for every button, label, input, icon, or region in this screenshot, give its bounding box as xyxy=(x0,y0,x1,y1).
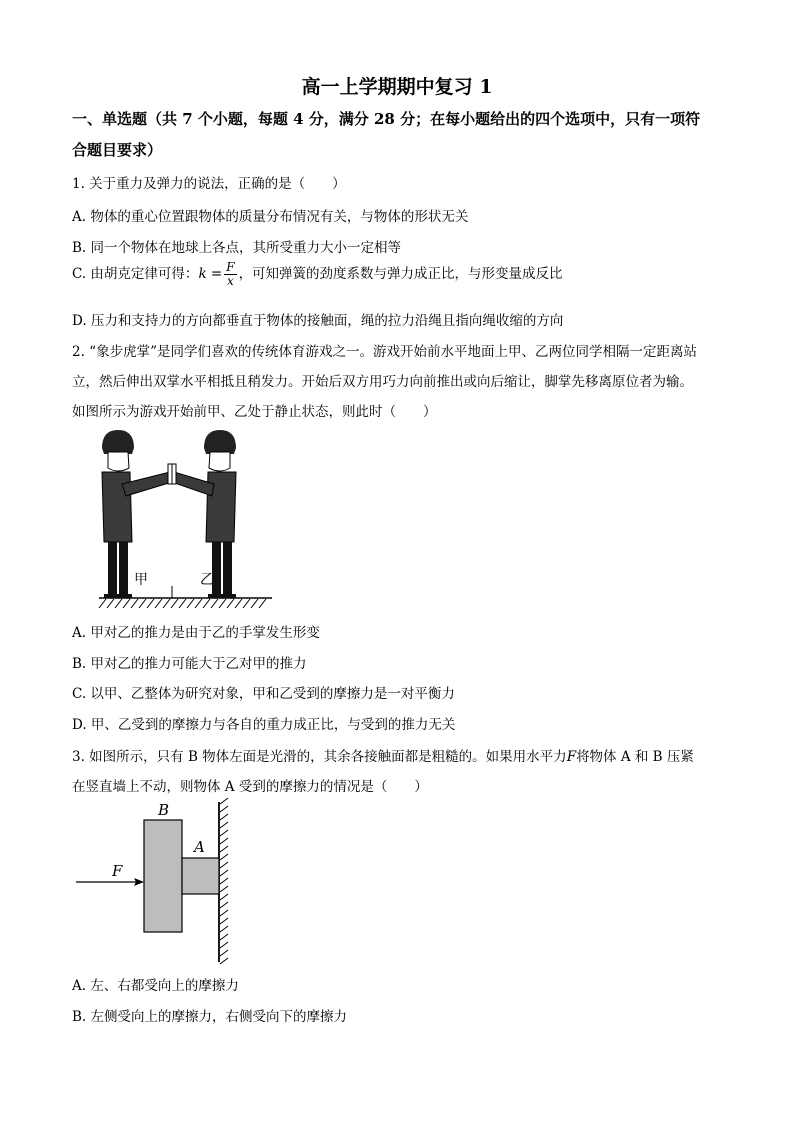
page-title: 高一上学期期中复习 1 xyxy=(301,76,493,98)
block-a xyxy=(182,858,219,894)
label-jia: 甲 xyxy=(134,572,148,588)
q2-option-c: C. 以甲、乙整体为研究对象，甲和乙受到的摩擦力是一对平衡力 xyxy=(72,686,455,702)
q1-formula-numerator: F xyxy=(226,260,235,274)
q3-stem-line1-pre: 3. 如图所示，只有 B 物体左面是光滑的，其余各接触面都是粗糙的。如果用水平力 xyxy=(72,749,567,765)
label-force-f: F xyxy=(112,862,123,880)
q1-stem: 1. 关于重力及弹力的说法，正确的是（ ） xyxy=(72,176,346,192)
block-b xyxy=(144,820,182,932)
label-block-b: B xyxy=(158,801,170,819)
q1-option-a: A. 物体的重心位置跟物体的质量分布情况有关，与物体的形状无关 xyxy=(72,209,469,225)
q1-option-c-suffix: ，可知弹簧的劲度系数与弹力成正比，与形变量成反比 xyxy=(238,266,563,282)
section-heading-line1: 一、单选题（共 7 个小题，每题 4 分，满分 28 分；在每小题给出的四个选项中，只有一项符 xyxy=(72,110,701,128)
q2-option-a: A. 甲对乙的推力是由于乙的手掌发生形变 xyxy=(72,625,320,641)
q1-formula-denominator: x xyxy=(227,274,234,288)
q2-figure-two-players xyxy=(96,428,276,610)
section-heading-line2: 合题目要求） xyxy=(72,141,163,159)
q3-option-a: A. 左、右都受向上的摩擦力 xyxy=(72,978,239,994)
q3-stem-line2: 在竖直墙上不动，则物体 A 受到的摩擦力的情况是（ ） xyxy=(72,779,428,795)
q1-option-c-prefix: C. 由胡克定律可得： xyxy=(72,266,199,282)
q3-stem-line1 xyxy=(72,745,694,765)
q1-option-c xyxy=(72,261,563,288)
q3-option-b: B. 左侧受向上的摩擦力，右侧受向下的摩擦力 xyxy=(72,1009,348,1025)
label-yi: 乙 xyxy=(200,572,214,588)
q3-figure-blocks-wall xyxy=(72,798,242,964)
q2-stem-line1: 2. “象步虎掌”是同学们喜欢的传统体育游戏之一。游戏开始前水平地面上甲、乙两位同学相隔一定距离站 xyxy=(72,344,697,360)
q1-option-d: D. 压力和支持力的方向都垂直于物体的接触面，绳的拉力沿绳且指向绳收缩的方向 xyxy=(72,313,564,329)
label-block-a: A xyxy=(194,838,205,856)
q3-stem-force-symbol: F xyxy=(566,749,577,765)
q2-option-d: D. 甲、乙受到的摩擦力与各自的重力成正比，与受到的推力无关 xyxy=(72,717,456,733)
q3-stem-line1-post: 将物体 A 和 B 压紧 xyxy=(576,749,694,765)
q2-stem-line2: 立，然后伸出双掌水平相抵且稍发力。开始后双方用巧力向前推出或向后缩让，脚掌先移离原位者为输。 xyxy=(72,374,693,390)
q1-option-b: B. 同一个物体在地球上各点，其所受重力大小一定相等 xyxy=(72,240,402,256)
q2-option-b: B. 甲对乙的推力可能大于乙对甲的推力 xyxy=(72,656,307,672)
q1-formula-lhs: k = xyxy=(198,266,223,282)
q1-formula-fraction xyxy=(224,261,236,288)
q2-stem-line3: 如图所示为游戏开始前甲、乙处于静止状态，则此时（ ） xyxy=(72,404,437,420)
